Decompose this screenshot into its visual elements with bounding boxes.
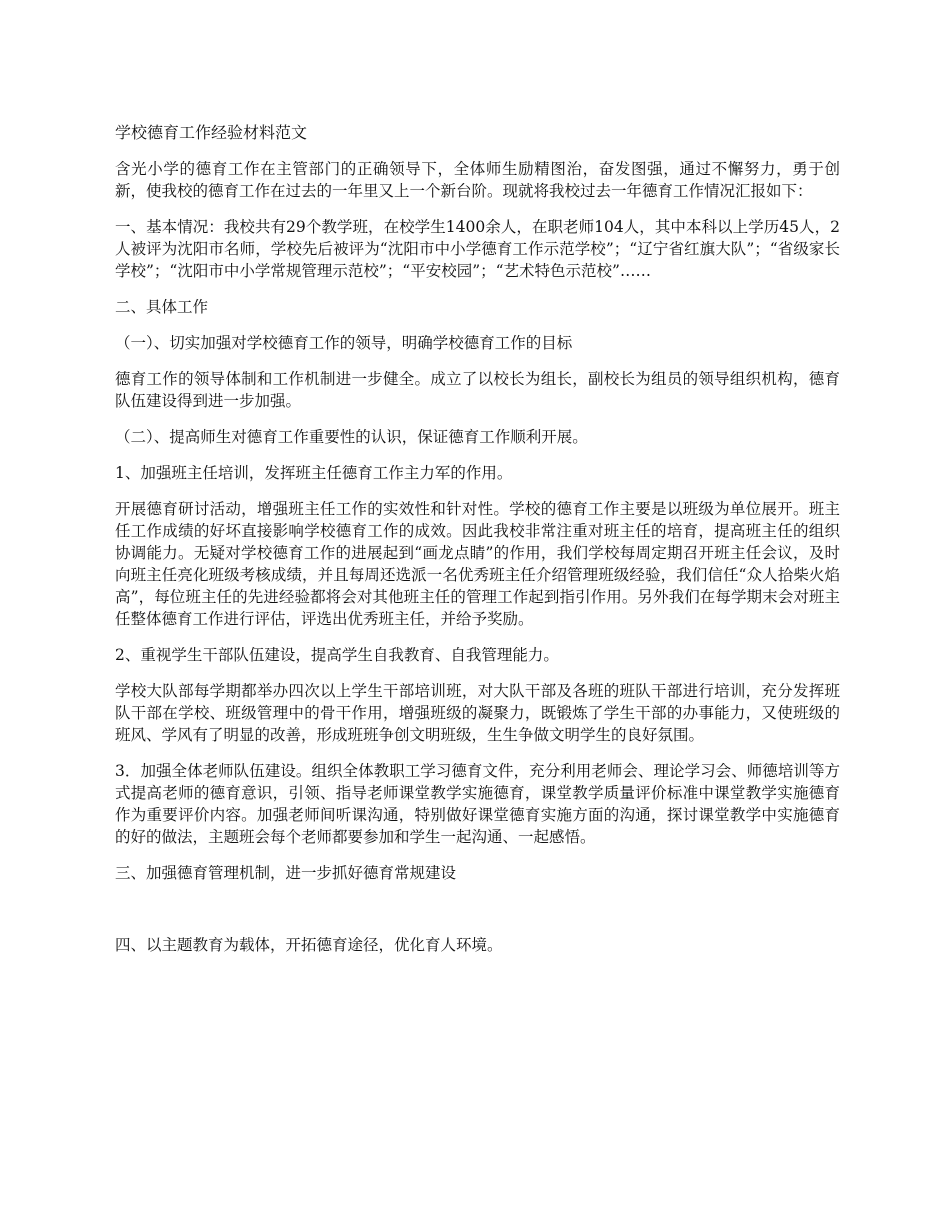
section-heading-specific-work: 二、具体工作 (115, 298, 209, 316)
subsection-heading-awareness: （二）、提高师生对德育工作重要性的认识，保证德育工作顺利开展。 (115, 428, 588, 446)
section-heading-management-mechanism: 三、加强德育管理机制，进一步抓好德育常规建设 (115, 864, 457, 882)
basic-situation-paragraph: 一、基本情况：我校共有29个教学班，在校学生1400余人，在职老师104人，其中本科以上学历45人，2人被评为沈阳市名师，学校先后被评为“沈阳市中小学德育工作示范学校”；“辽宁省红旗大队”；“省级家长学校”；“沈阳市中小学常规管理示范校”；“平安校园”；“艺术特色示范校”…… (115, 218, 840, 280)
intro-paragraph: 含光小学的德育工作在主管部门的正确领导下，全体师生励精图治，奋发图强，通过不懈努力，勇于创新，使我校的德育工作在过去的一年里又上一个新台阶。现就将我校过去一年德育工作情况汇报如下： (115, 160, 840, 200)
class-teacher-training-paragraph: 开展德育研讨活动，增强班主任工作的实效性和针对性。学校的德育工作主要是以班级为单位展开。班主任工作成绩的好坏直接影响学校德育工作的成效。因此我校非常注重对班主任的培育，提高班主任的组织协调能力。无疑对学校德育工作的进展起到“画龙点睛”的作用，我们学校每周定期召开班主任会议，及时向班主任亮化班级考核成绩，并且每周还选派一名优秀班主任介绍管理班级经验，我们信任“众人拾柴火焰高”，每位班主任的先进经验都将会对其他班主任的管理工作起到指引作用。另外我们在每学期末会对班主任整体德育工作进行评估，评选出优秀班主任，并给予奖励。 (115, 500, 840, 628)
section-heading-theme-education: 四、以主题教育为载体，开拓德育途径，优化育人环境。 (115, 936, 503, 954)
item-heading-student-cadres: 2、重视学生干部队伍建设，提高学生自我教育、自我管理能力。 (115, 646, 559, 664)
document-body (115, 122, 840, 970)
document-title: 学校德育工作经验材料范文 (115, 123, 308, 142)
subsection-heading-leadership: （一）、切实加强对学校德育工作的领导，明确学校德育工作的目标 (115, 334, 573, 352)
item-heading-class-teacher-training: 1、加强班主任培训，发挥班主任德育工作主力军的作用。 (115, 464, 513, 482)
teacher-team-paragraph: 3．加强全体老师队伍建设。组织全体教职工学习德育文件，充分利用老师会、理论学习会、师德培训等方式提高老师的德育意识，引领、指导老师课堂教学实施德育，课堂教学质量评价标准中课堂教学实施德育作为重要评价内容。加强老师间听课沟通，特别做好课堂德育实施方面的沟通，探讨课堂教学中实施德育的好的做法，主题班会每个老师都要参加和学生一起沟通、一起感悟。 (115, 762, 840, 846)
leadership-paragraph: 德育工作的领导体制和工作机制进一步健全。成立了以校长为组长，副校长为组员的领导组织机构，德育队伍建设得到进一步加强。 (115, 370, 840, 410)
student-cadres-paragraph: 学校大队部每学期都举办四次以上学生干部培训班，对大队干部及各班的班队干部进行培训，充分发挥班队干部在学校、班级管理中的骨干作用，增强班级的凝聚力，既锻炼了学生干部的办事能力，又使班级的班风、学风有了明显的改善，形成班班争创文明班级，生生争做文明学生的良好氛围。 (115, 682, 840, 744)
blank-space (115, 898, 840, 934)
